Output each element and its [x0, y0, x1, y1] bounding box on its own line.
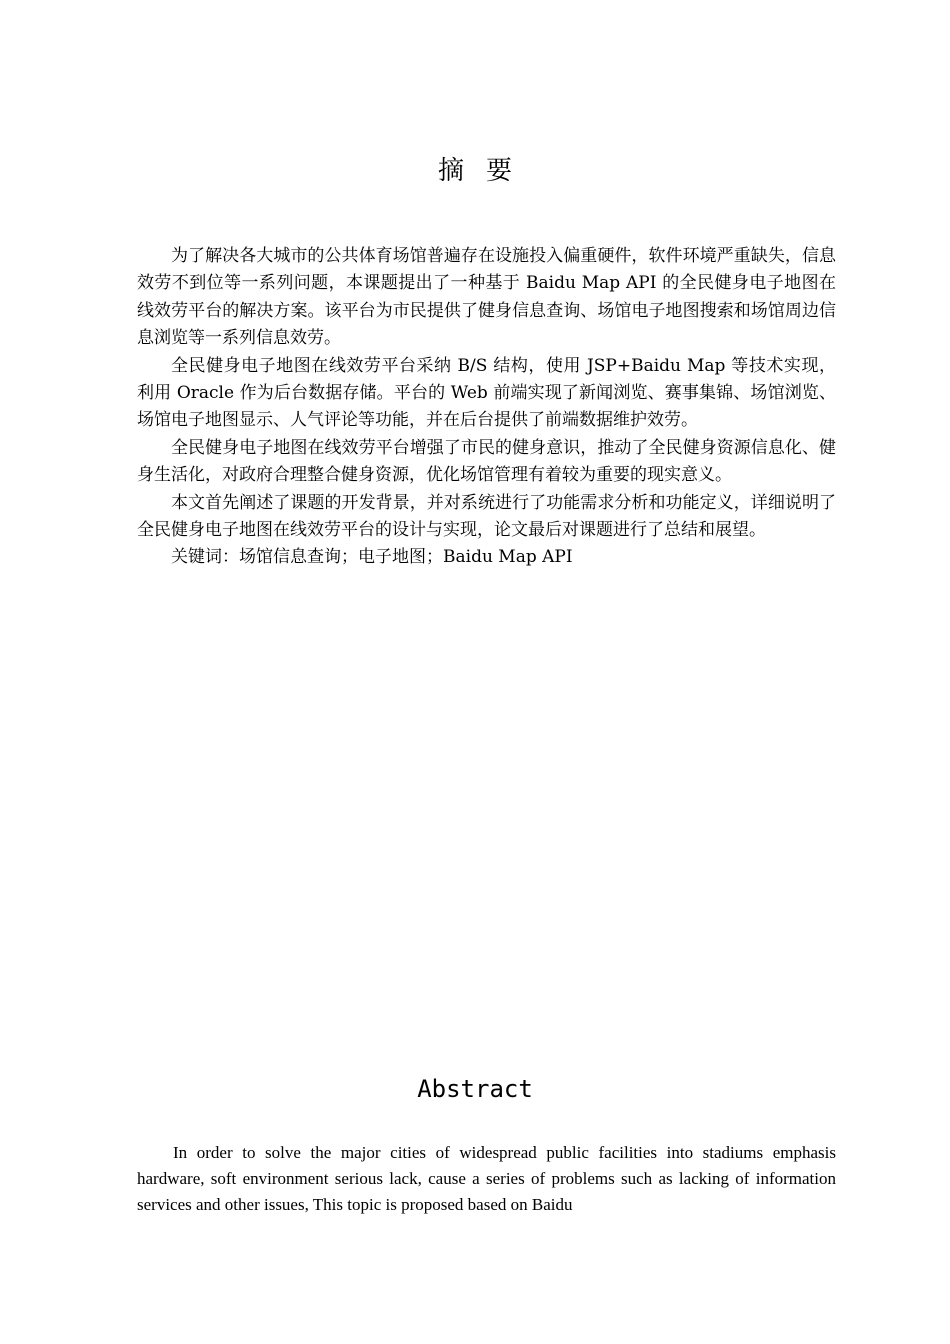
abstract-cn-paragraph-2: 全民健身电子地图在线效劳平台采纳 B/S 结构，使用 JSP+Baidu Map 等技术实现，利用 Oracle 作为后台数据存储。平台的 Web 前端实现了新闻浏览、赛事集锦、场馆浏览、场馆电子地图显示、人气评论等功能，并在后台提供了前端数据维护效劳。 — [137, 355, 836, 431]
abstract-cn-keywords: 关键词：场馆信息查询；电子地图；Baidu Map API — [171, 547, 573, 568]
abstract-cn-paragraph-4: 本文首先阐述了课题的开发背景，并对系统进行了功能需求分析和功能定义，详细说明了全民健身电子地图在线效劳平台的设计与实现，论文最后对课题进行了总结和展望。 — [137, 492, 836, 541]
abstract-cn-body — [137, 243, 836, 572]
abstract-cn-paragraph-3: 全民健身电子地图在线效劳平台增强了市民的健身意识，推动了全民健身资源信息化、健身生活化，对政府合理整合健身资源，优化场馆管理有着较为重要的现实意义。 — [137, 437, 836, 486]
abstract-cn-paragraph-1: 为了解决各大城市的公共体育场馆普遍存在设施投入偏重硬件，软件环境严重缺失，信息效劳不到位等一系列问题，本课题提出了一种基于 Baidu Map API 的全民健身电子地图在线效劳平台的解决方案。该平台为市民提供了健身信息查询、场馆电子地图搜索和场馆周边信息浏览等一系列信息效劳。 — [137, 246, 836, 349]
abstract-en-title: Abstract — [417, 1075, 533, 1103]
abstract-en-paragraph-1: In order to solve the major cities of widespread public facilities into stadiums emphasis hardware, soft environment serious lack, cause a series of problems such as lacking of information services and other issues, This topic is proposed based on Baidu — [137, 1143, 836, 1214]
abstract-en-body — [137, 1140, 836, 1218]
abstract-cn-title: 摘要 — [437, 156, 534, 186]
